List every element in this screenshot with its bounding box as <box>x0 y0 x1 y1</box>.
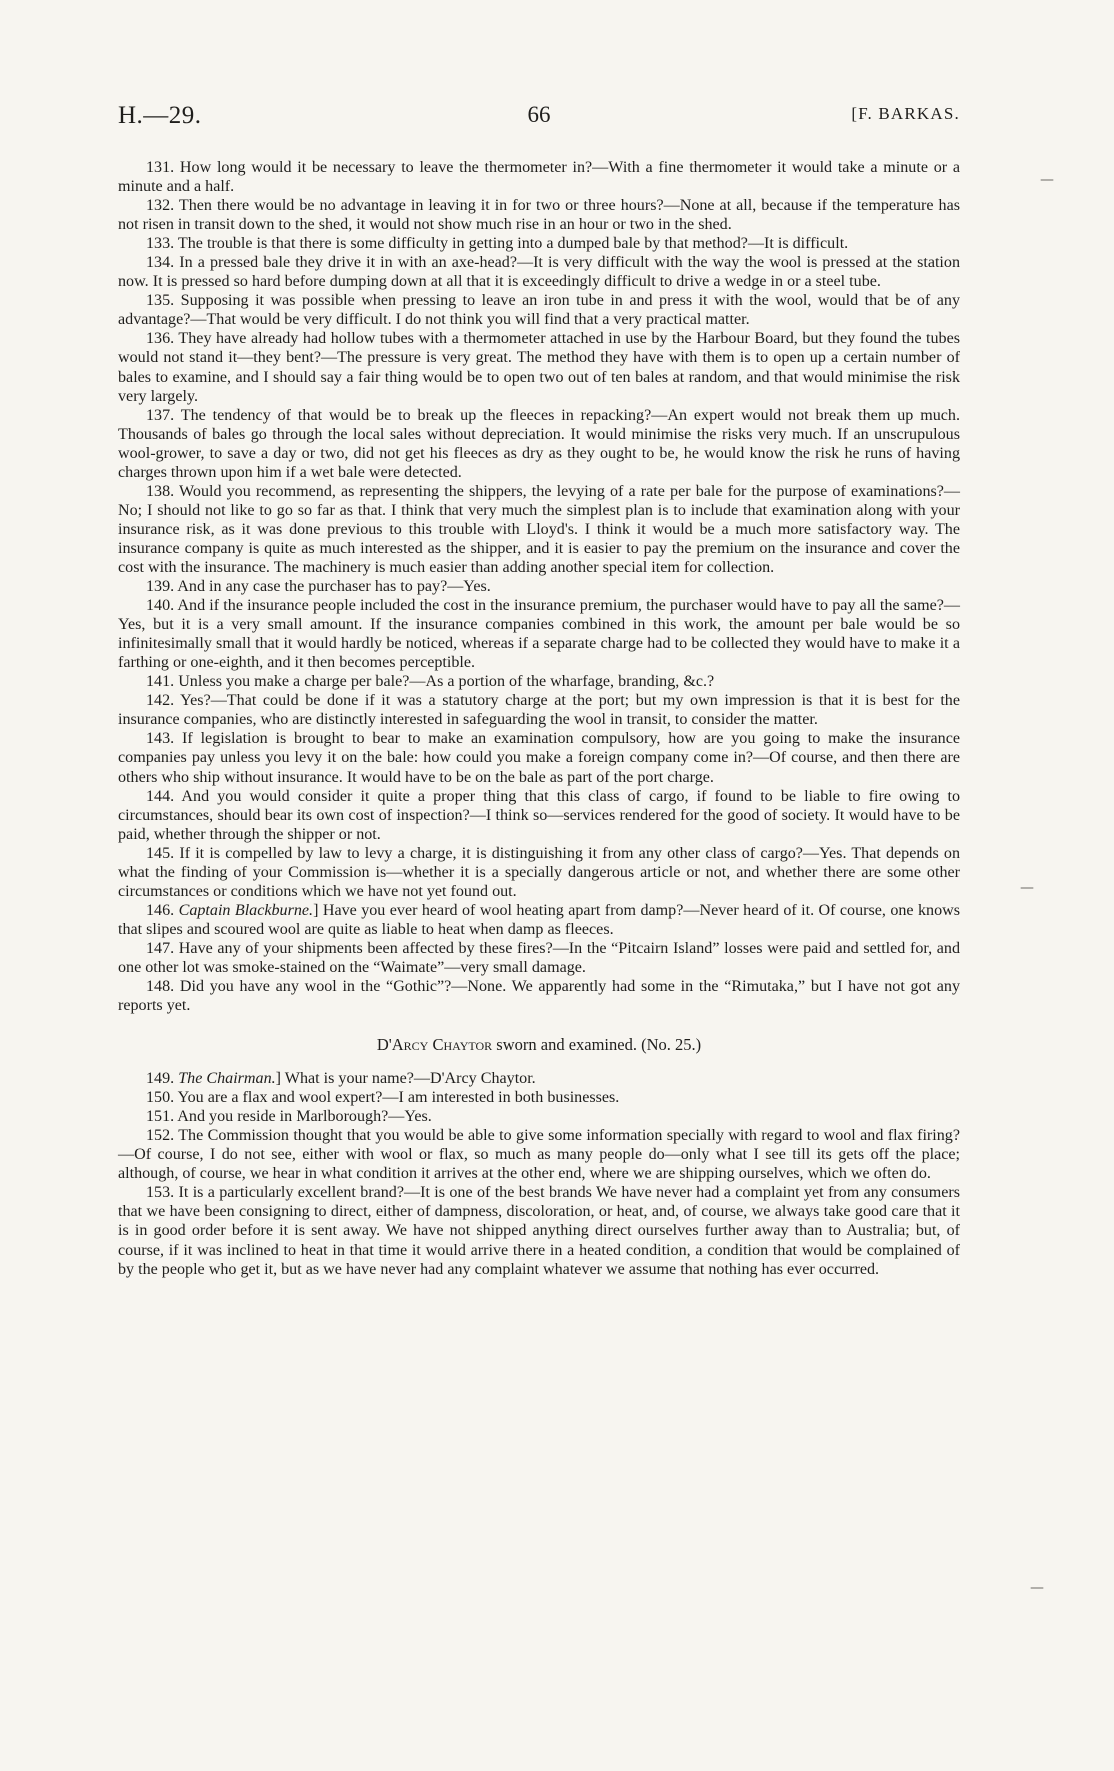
paragraph-131: 131. How long would it be necessary to leave the thermometer in?—With a fine thermometer it would take a minute or a minute and a half. <box>118 159 960 196</box>
paragraph-152: 152. The Commission thought that you would be able to give some information specially with regard to wool and flax firing?—Of course, I do not see, either with wool or flax, so much as many people do—only what I see till its gets off the place; although, of course, we hear in what condition it arrives at the other end, where we are shipping ourselves, which we often do. <box>118 1127 960 1183</box>
paragraph-146 <box>118 901 960 939</box>
speaker-name: Captain Blackburne. <box>178 901 314 919</box>
paragraph-151: 151. And you reside in Marlborough?—Yes. <box>146 1108 432 1126</box>
paragraph-136: 136. They have already had hollow tubes with a thermometer attached in use by the Harbour Board, but they found the tubes would not stand it—they bent?—The pressure is very great. The method they have with them is to open up a certain number of bales to examine, and I should say a fair thing would be to open two out of ten bales at random, and that would minimise the risk very largely. <box>118 330 960 405</box>
witness-running-head: [F. BARKAS. <box>851 104 960 123</box>
document-body <box>118 158 960 1279</box>
paragraph-150: 150. You are a flax and wool expert?—I am interested in both businesses. <box>146 1089 620 1107</box>
speaker-name: The Chairman. <box>178 1070 276 1088</box>
paragraph-140: 140. And if the insurance people included the cost in the insurance premium, the purchaser would have to pay all the same?—Yes, but it is a very small amount. If the insurance companies combined in this work, the amount per bale would be so infinitesimally small that it would hardly be noticed, whereas if a separate charge had to be collected they would have to make it a farthing or one-eighth, and it then becomes perceptible. <box>118 597 960 672</box>
paragraph-147: 147. Have any of your shipments been affected by these fires?—In the “Pitcairn Island” losses were paid and settled for, and one other lot was smoke-stained on the “Waimate”—very small damage. <box>118 939 960 976</box>
margin-mark: — <box>1030 1580 1044 1596</box>
paragraph-149 <box>118 1069 960 1088</box>
document-reference: H.—29. <box>118 102 202 129</box>
paragraph-145: 145. If it is compelled by law to levy a charge, it is distinguishing it from any other class of cargo?—Yes. That depends on what the finding of your Commission is—whether it is a specially dangerous article or not, and whether there are some other circumstances or conditions which we have not yet found out. <box>118 844 960 900</box>
paragraph-number: 146. <box>146 901 175 919</box>
paragraph-text: ] Have you ever heard of wool heating apart from damp?—Never heard of it. Of course, one knows that slipes and scoured wool are quite as liable to heat when damp as fleeces. <box>118 901 961 938</box>
paragraph-153: 153. It is a particularly excellent brand?—It is one of the best brands We have never had a complaint yet from any consumers that we have been consigning to direct, either of dampness, discoloration, or heat, and, of course, we always take good care that it is in good order before it is sent away. We have not shipped anything direct ourselves further away than to Australia; but, of course, if it was inclined to heat in that time it would arrive there in a heated condition, a condition that would be complained of by the people who get it, but as we have never had any complaint whatever we assume that nothing has ever occurred. <box>118 1184 960 1278</box>
paragraph-133: 133. The trouble is that there is some difficulty in getting into a dumped bale by that method?—It is difficult. <box>146 235 849 253</box>
paragraph-135: 135. Supposing it was possible when pressing to leave an iron tube in and press it with the wool, would that be of any advantage?—That would be very difficult. I do not think you will find that a very practical matter. <box>118 292 960 329</box>
document-page <box>118 100 960 1279</box>
paragraph-141: 141. Unless you make a charge per bale?—As a portion of the wharfage, branding, &c.? <box>146 673 715 691</box>
paragraph-142: 142. Yes?—That could be done if it was a statutory charge at the port; but my own impression is that it is best for the insurance companies, who are distinctly interested in safeguarding the wool in transit, to consider the matter. <box>118 692 960 729</box>
section-heading-text: sworn and examined. (No. 25.) <box>492 1035 702 1055</box>
paragraph-144: 144. And you would consider it quite a proper thing that this class of cargo, if found to be liable to fire owing to circumstances, should bear its own cost of inspection?—I think so—services rendered for the good of society. It would have to be paid, whether through the shipper or not. <box>118 787 960 843</box>
paragraph-138: 138. Would you recommend, as representing the shippers, the levying of a rate per bale for the purpose of examinations?—No; I should not like to go so far as that. I think that very much the simplest plan is to include that examination along with your insurance risk, as it was done previous to this trouble with Lloyd's. I think it would be a much more satisfactory way. The insurance company is quite as much interested as the shipper, and it is easier to pay the premium on the insurance and cover the cost with the insurance. The machinery is much easier than adding another special item for collection. <box>118 482 960 576</box>
paragraph-number: 149. <box>146 1070 175 1088</box>
page-number: 66 <box>527 102 551 127</box>
paragraph-text: ] What is your name?—D'Arcy Chaytor. <box>275 1070 536 1088</box>
page-header <box>118 100 960 136</box>
paragraph-137: 137. The tendency of that would be to break up the fleeces in repacking?—An expert would not break them up much. Thousands of bales go through the local sales without depreciation. It would minimise the risks very much. If an unscrupulous wool-grower, to save a day or two, did not get his fleeces as dry as they ought to be, he would know the risk he runs of having charges thrown upon him if a wet bale were detected. <box>118 406 960 481</box>
paragraph-132: 132. Then there would be no advantage in leaving it in for two or three hours?—None at all, because if the temperature has not risen in transit down to the shed, it would not show much rise in an hour or two in the shed. <box>118 197 960 234</box>
paragraph-143: 143. If legislation is brought to bear to make an examination compulsory, how are you going to make the insurance companies pay unless you levy it on the bale: how could you make a foreign company come in?—Of course, and then there are others who ship without insurance. It would have to be on the bale as part of the port charge. <box>118 730 960 786</box>
paragraph-139: 139. And in any case the purchaser has to pay?—Yes. <box>146 578 491 596</box>
witness-section-heading <box>118 1035 960 1055</box>
witness-name: D'Arcy Chaytor <box>376 1035 493 1055</box>
margin-mark: — <box>1040 172 1054 188</box>
paragraph-148: 148. Did you have any wool in the “Gothic”?—None. We apparently had some in the “Rimutaka,” but I have not got any reports yet. <box>118 978 960 1015</box>
paragraph-134: 134. In a pressed bale they drive it in with an axe-head?—It is very difficult with the way the wool is pressed at the station now. It is pressed so hard before dumping down at all that it is exceedingly difficult to drive a wedge in or a steel tube. <box>118 254 960 291</box>
margin-mark: — <box>1020 880 1034 896</box>
